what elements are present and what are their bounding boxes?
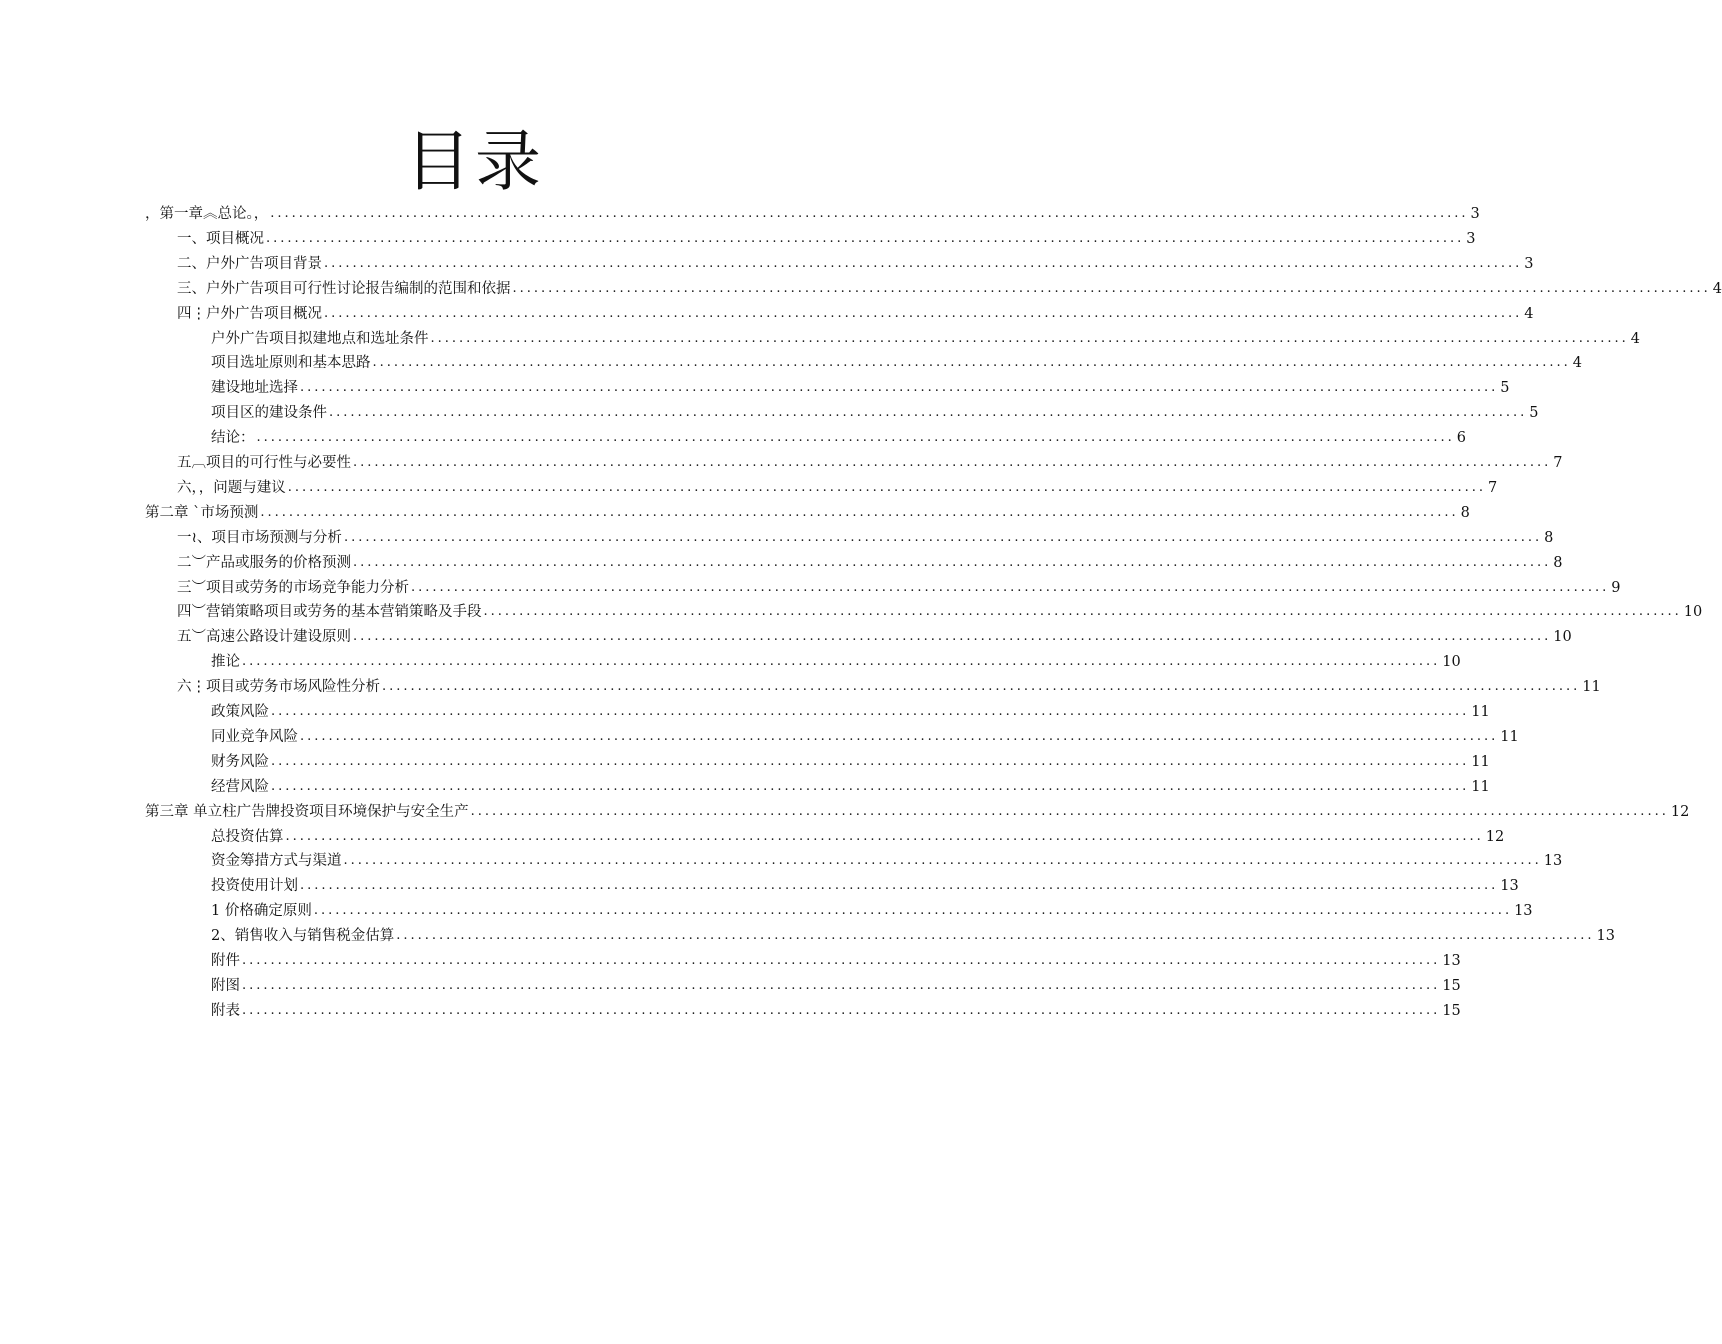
toc-entry-title: 户外广告项目拟建地点和选址条件 xyxy=(211,330,429,347)
toc-page-number: 3 xyxy=(1470,206,1480,222)
toc-entry[interactable] xyxy=(145,198,1480,223)
toc-leader-dots: ........................................................................................................................................................................ xyxy=(411,579,1610,595)
toc-leader-dots: ........................................................................................................................................................................ xyxy=(329,405,1528,421)
toc-entry-title: 一≀、项目市场预测与分析 xyxy=(177,529,342,546)
toc-leader-dots: ........................................................................................................................................................................ xyxy=(300,728,1499,744)
toc-entry-title: 一、项目概况 xyxy=(177,230,264,247)
toc-page-number: 7 xyxy=(1487,479,1498,496)
toc-leader-dots: ........................................................................................................................................................................ xyxy=(313,903,1513,919)
toc-page-number: 15 xyxy=(1442,1002,1461,1019)
toc-entry[interactable] xyxy=(211,920,1615,945)
toc-entry[interactable] xyxy=(177,223,1476,248)
toc-entry[interactable] xyxy=(211,845,1563,870)
toc-page-number: 15 xyxy=(1442,977,1461,994)
toc-leader-dots: ........................................................................................................................................................................ xyxy=(270,206,1469,221)
toc-entry[interactable] xyxy=(211,323,1640,348)
toc-page-number: 4 xyxy=(1712,280,1722,297)
toc-page-number: 13 xyxy=(1543,853,1563,870)
toc-entry-title: 二︶产品或服务的价格预测 xyxy=(177,554,351,571)
toc-entry-title: 六⋮项目或劳务市场风险性分析 xyxy=(177,679,380,696)
toc-page-number: 11 xyxy=(1471,704,1490,720)
toc-entry-title: 附表 xyxy=(211,1002,240,1019)
toc-entry-title: 三︶项目或劳务的市场竞争能力分析 xyxy=(177,579,409,596)
toc-leader-dots: ........................................................................................................................................................................ xyxy=(256,430,1455,446)
toc-entry-title: 第三章 单立柱广告牌投资项目环境保护与安全生产 xyxy=(145,803,469,820)
toc-leader-dots: ........................................................................................................................................................................ xyxy=(242,1002,1441,1018)
toc-entry-title: 附件 xyxy=(211,953,240,969)
toc-entry-title: 二、户外广告项目背景 xyxy=(177,255,322,272)
toc-page-number: 6 xyxy=(1456,430,1466,447)
toc-page-number: 4 xyxy=(1630,330,1640,347)
toc-entry[interactable] xyxy=(177,596,1703,621)
toc-entry-title: 政策风险 xyxy=(211,704,269,720)
toc-entry-title: 推论 xyxy=(211,654,240,671)
toc-entry-title: 项目选址原则和基本思路 xyxy=(211,355,371,372)
toc-page-number: 3 xyxy=(1466,230,1476,247)
toc-entry-title: 同业竞争风险 xyxy=(211,728,298,745)
toc-page-number: 10 xyxy=(1442,654,1461,671)
toc-leader-dots: ........................................................................................................................................................................ xyxy=(382,679,1581,695)
toc-entry[interactable] xyxy=(211,870,1519,895)
toc-entry-title: 2、销售收入与销售税金估算 xyxy=(211,928,395,945)
toc-entry[interactable] xyxy=(211,646,1461,671)
toc-entry[interactable] xyxy=(211,721,1519,746)
toc-entry[interactable] xyxy=(177,522,1554,547)
toc-entry-title: 附图 xyxy=(211,977,240,994)
toc-leader-dots: ........................................................................................................................................................................ xyxy=(300,878,1499,894)
toc-page-number: 7 xyxy=(1553,455,1563,471)
toc-entry-title: 投资使用计划 xyxy=(211,878,298,895)
toc-leader-dots: ........................................................................................................................................................................ xyxy=(396,928,1595,944)
toc-page-number: 8 xyxy=(1460,504,1470,521)
toc-page-number: 8 xyxy=(1553,554,1563,571)
toc-entry[interactable] xyxy=(177,547,1563,572)
toc-leader-dots: ........................................................................................................................................................................ xyxy=(242,654,1441,670)
toc-page-number: 11 xyxy=(1500,728,1519,745)
toc-entry[interactable] xyxy=(177,572,1621,597)
toc-leader-dots: ........................................................................................................................................................................ xyxy=(271,778,1470,794)
toc-entry-title: 经营风险 xyxy=(211,778,269,795)
toc-entry[interactable] xyxy=(145,796,1690,821)
toc-entry[interactable] xyxy=(211,372,1510,397)
toc-leader-dots: ........................................................................................................................................................................ xyxy=(343,853,1542,869)
toc-page-number: 11 xyxy=(1582,679,1601,696)
toc-page-number: 9 xyxy=(1611,579,1621,596)
toc-page-number: 4 xyxy=(1524,305,1534,322)
toc-entry[interactable] xyxy=(211,995,1461,1020)
toc-page-number: 4 xyxy=(1572,355,1582,372)
toc-page-number: 5 xyxy=(1500,380,1510,397)
toc-page-number: 12 xyxy=(1670,803,1690,820)
toc-page-number: 13 xyxy=(1442,953,1461,969)
toc-entry[interactable] xyxy=(211,821,1505,846)
toc-leader-dots: ........................................................................................................................................................................ xyxy=(300,380,1499,396)
toc-page-number: 8 xyxy=(1544,529,1554,546)
toc-leader-dots: ........................................................................................................................................................................ xyxy=(353,629,1552,645)
toc-entry[interactable] xyxy=(177,298,1534,323)
toc-entry-title: 五︹项目的可行性与必要性 xyxy=(177,455,351,471)
toc-entry-title: 三、户外广告项目可行性讨论报告编制的范围和依据 xyxy=(177,280,511,297)
toc-entry[interactable] xyxy=(177,472,1498,497)
toc-entry[interactable] xyxy=(211,895,1533,920)
toc-entry[interactable] xyxy=(211,945,1461,970)
toc-leader-dots: ........................................................................................................................................................................ xyxy=(285,828,1484,844)
toc-entry-title: 五︶高速公路设计建设原则 xyxy=(177,629,351,646)
toc-entry-title: 六，，问题与建议 xyxy=(177,479,286,496)
toc-entry[interactable] xyxy=(211,397,1539,422)
toc-entry[interactable] xyxy=(177,248,1534,273)
toc-entry-title: 结论： xyxy=(211,430,255,447)
toc-leader-dots: ........................................................................................................................................................................ xyxy=(353,554,1552,570)
toc-entry[interactable] xyxy=(211,970,1461,995)
toc-page-number: 11 xyxy=(1471,778,1490,795)
toc-leader-dots: ........................................................................................................................................................................ xyxy=(372,355,1571,371)
toc-entry-title: 第二章 ˋ市场预测 xyxy=(145,504,259,521)
toc-entry-title: 四⋮户外广告项目概况 xyxy=(177,305,322,322)
toc-entry-title: 建设地址选择 xyxy=(211,380,298,397)
toc-page-number: 12 xyxy=(1485,828,1505,845)
toc-page-number: 13 xyxy=(1500,878,1519,895)
toc-entry-title: ，第一章︽总论。， xyxy=(145,206,269,222)
toc-page-number: 13 xyxy=(1514,903,1533,920)
toc-entry-title: 总投资估算 xyxy=(211,828,284,845)
toc-leader-dots: ........................................................................................................................................................................ xyxy=(470,803,1669,819)
toc-entry[interactable] xyxy=(211,422,1466,447)
toc-leader-dots: ........................................................................................................................................................................ xyxy=(324,255,1523,271)
toc-leader-dots: ........................................................................................................................................................................ xyxy=(242,953,1441,968)
toc-entry[interactable] xyxy=(177,447,1563,472)
toc-entry[interactable] xyxy=(177,621,1572,646)
toc-leader-dots: ........................................................................................................................................................................ xyxy=(271,753,1470,769)
toc-leader-dots: ........................................................................................................................................................................ xyxy=(287,479,1486,495)
toc-entry-title: 四︶营销策略项目或劳务的基本营销策略及手段 xyxy=(177,604,482,621)
toc-leader-dots: ........................................................................................................................................................................ xyxy=(343,529,1543,545)
toc-leader-dots: ........................................................................................................................................................................ xyxy=(242,977,1441,993)
toc-leader-dots: ........................................................................................................................................................................ xyxy=(260,504,1459,520)
toc-entry-title: 资金筹措方式与渠道 xyxy=(211,853,342,870)
toc-entry-title: 财务风险 xyxy=(211,753,269,770)
toc-leader-dots: ........................................................................................................................................................................ xyxy=(483,604,1682,620)
toc-page-number: 5 xyxy=(1529,405,1539,422)
toc-page-number: 10 xyxy=(1683,604,1703,621)
toc-entry[interactable] xyxy=(177,671,1601,696)
toc-leader-dots: ........................................................................................................................................................................ xyxy=(324,305,1523,321)
page-title: 目录 xyxy=(405,123,545,200)
toc-entry[interactable] xyxy=(211,746,1490,771)
toc-leader-dots: ........................................................................................................................................................................ xyxy=(430,330,1629,346)
toc-leader-dots: ........................................................................................................................................................................ xyxy=(271,704,1470,719)
toc-entry[interactable] xyxy=(211,771,1490,796)
toc-page-number: 3 xyxy=(1524,255,1534,272)
toc-entry[interactable] xyxy=(211,696,1490,721)
toc-entry-title: 项目区的建设条件 xyxy=(211,405,327,422)
toc-leader-dots: ........................................................................................................................................................................ xyxy=(266,230,1465,246)
toc-page-number: 11 xyxy=(1471,753,1490,770)
toc-entry[interactable] xyxy=(211,347,1582,372)
toc-leader-dots: ........................................................................................................................................................................ xyxy=(353,455,1552,470)
toc-leader-dots: ........................................................................................................................................................................ xyxy=(512,280,1711,296)
toc-entry[interactable] xyxy=(177,273,1722,298)
toc-entry-title: 1 价格确定原则 xyxy=(211,903,312,920)
toc-page-number: 10 xyxy=(1553,629,1572,646)
toc-page-number: 13 xyxy=(1596,928,1615,945)
toc-entry[interactable] xyxy=(145,497,1470,522)
